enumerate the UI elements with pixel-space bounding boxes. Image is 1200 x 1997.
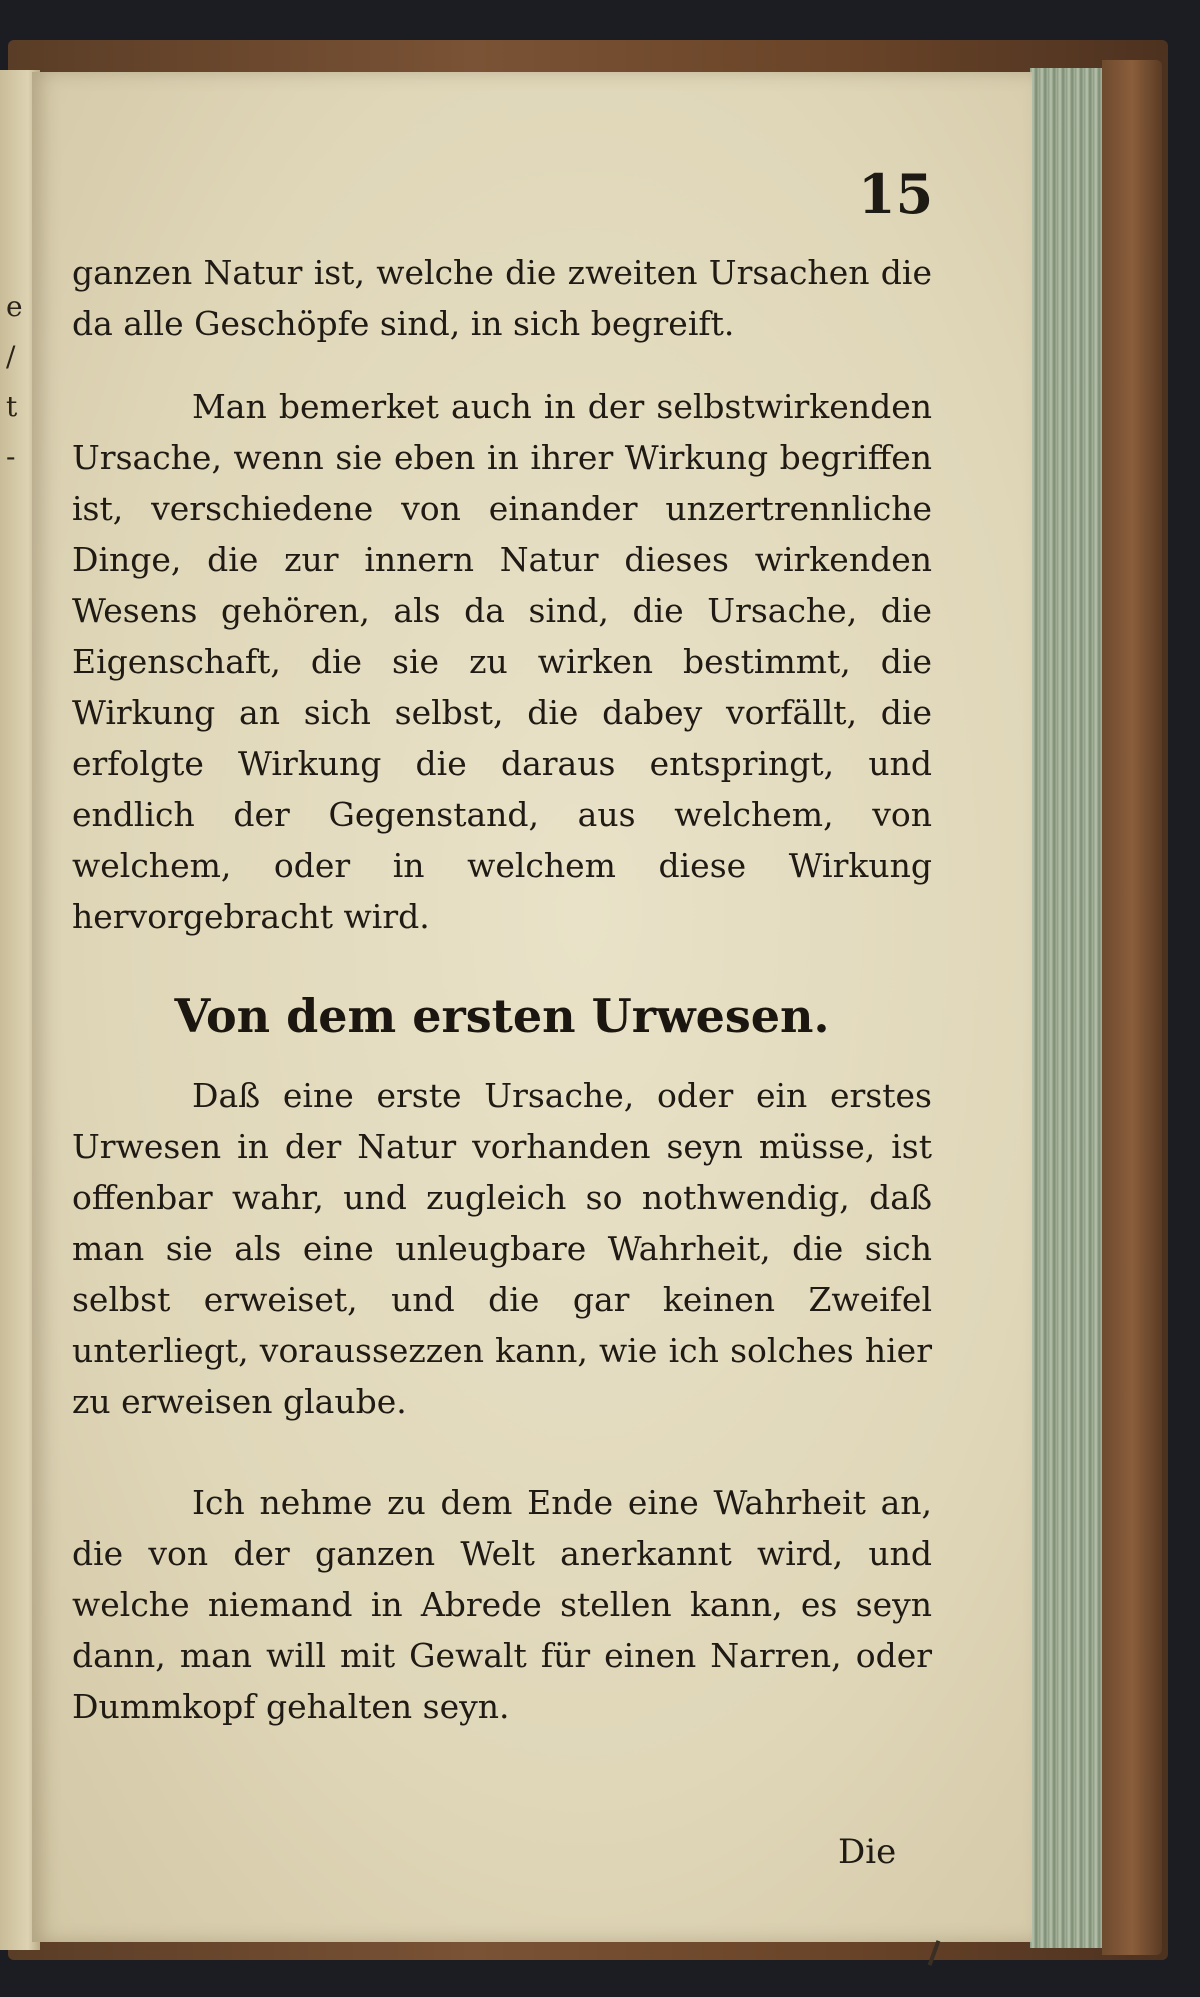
page-text [72,247,932,1732]
paragraph: Man bemerket auch in der selbstwirkenden Ursache, wenn sie eben in ihrer Wirkung begriffen ist, verschiedene von einander unzertrennliche Dinge, die zur innern Natur dieses wirkenden Wesens gehören, als da sind, die Ursache, die Eigenschaft, die sie zu wirken bestimmt, die Wirkung an sich selbst, die dabey vorfällt, die erfolgte Wirkung die daraus entspringt, und endlich der Gegenstand, aus welchem, von welchem, oder in welchem diese Wirkung hervorgebracht wird. [72,387,932,936]
section-heading: Von dem ersten Urwesen. [174,989,830,1043]
page-number: 15 [858,162,934,226]
paragraph: ganzen Natur ist, welche die zweiten Ursachen die da alle Geschöpfe sind, in sich begreift. [72,253,932,343]
paragraph: Daß eine erste Ursache, oder ein erstes Urwesen in der Natur vorhanden seyn müsse, ist offenbar wahr, und zugleich so nothwendig, daß man sie als eine unleugbare Wahrheit, die sich selbst erweiset, und die gar keinen Zweifel unterliegt, voraussezzen kann, wie ich solches hier zu erweisen glaube. [72,1076,932,1421]
back-cover-board [1102,60,1162,1955]
left-margin-mark: e [6,290,23,323]
page-edges [1030,68,1102,1948]
book-page [32,72,1032,1942]
left-margin-mark: t [6,390,18,423]
left-margin-mark: - [6,440,16,473]
catchword: Die [838,1832,897,1872]
left-margin-mark: / [6,340,16,373]
paragraph: Ich nehme zu dem Ende eine Wahrheit an, die von der ganzen Welt anerkannt wird, und welche niemand in Abrede stellen kann, es seyn dann, man will mit Gewalt für einen Narren, oder Dummkopf gehalten seyn. [72,1483,932,1726]
